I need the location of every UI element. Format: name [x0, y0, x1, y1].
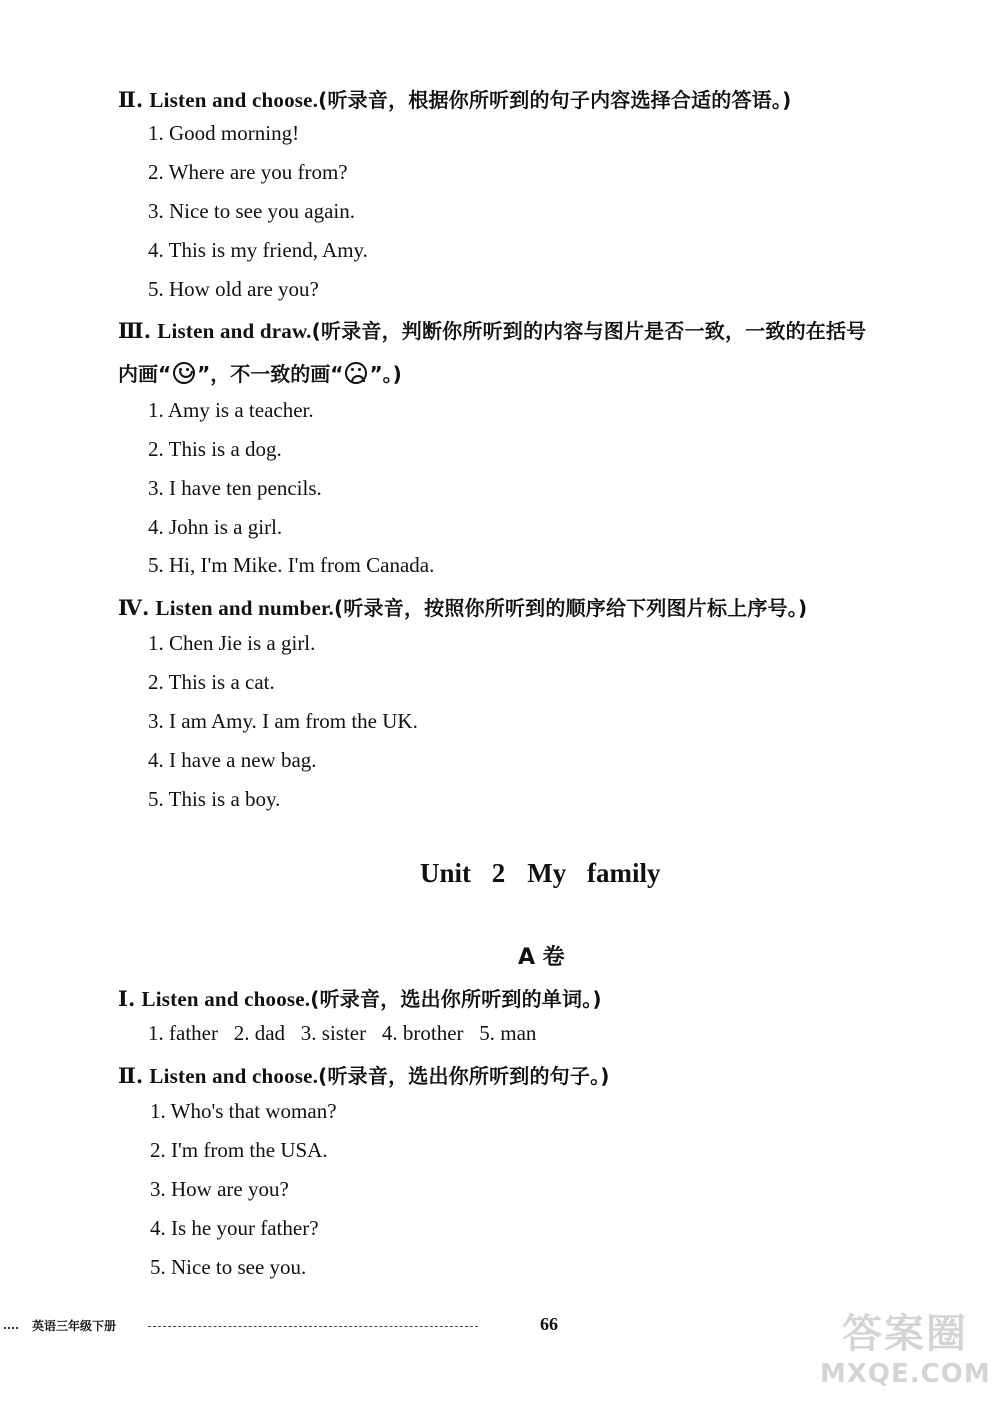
list-item: 3. How are you? [150, 1177, 289, 1201]
unit-title [420, 858, 661, 889]
list-item: 2. I'm from the USA. [150, 1138, 328, 1162]
list-item: 4. I have a new bag. [148, 748, 317, 772]
instruction-text: 内画“ [118, 362, 172, 386]
watermark-url: MXQE.COM [820, 1359, 991, 1389]
section-title-cn: (听录音，选出你所听到的句子。) [318, 1064, 610, 1088]
section-3-heading-line2 [118, 358, 402, 387]
section-title-en: Listen and choose. [141, 987, 311, 1011]
section-title-cn: (听录音，按照你所听到的顺序给下列图片标上序号。) [334, 596, 808, 620]
list-item: 4. Is he your father? [150, 1216, 319, 1240]
section-title-cn: (听录音，根据你所听到的句子内容选择合适的答语。) [318, 88, 792, 112]
watermark-logo [820, 1310, 990, 1400]
section-title-en: Listen and choose. [149, 1064, 319, 1088]
word-list: 1. father 2. dad 3. sister 4. brother 5. man [148, 1021, 537, 1045]
section-number: Ⅱ. [118, 1063, 144, 1088]
list-item: 1. Who's that woman? [150, 1099, 337, 1123]
watermark-text: 答案圈 [842, 1311, 968, 1357]
list-item: 5. Nice to see you. [150, 1255, 307, 1279]
list-item: 2. This is a dog. [148, 437, 282, 461]
section-number: Ⅲ. [118, 318, 152, 343]
instruction-text: ”。) [369, 362, 402, 386]
section-2-heading [118, 84, 791, 113]
unit-section-1-heading [118, 983, 602, 1012]
list-item: 3. I have ten pencils. [148, 476, 322, 500]
footer-divider [148, 1326, 478, 1327]
section-title-en: Listen and number. [155, 596, 335, 620]
unit-section-2-heading [118, 1060, 610, 1089]
unit-number: Unit 2 [420, 858, 506, 888]
page-number: 66 [540, 1314, 558, 1334]
section-number: Ⅱ. [118, 87, 144, 112]
section-4-heading [118, 592, 807, 621]
list-item: 1. Amy is a teacher. [148, 398, 314, 422]
section-3-heading [118, 315, 866, 344]
section-title-cn: (听录音，判断你所听到的内容与图片是否一致，一致的在括号 [311, 319, 867, 343]
smiley-face-icon [173, 362, 195, 384]
list-item: 2. This is a cat. [148, 670, 275, 694]
list-item: 1. Chen Jie is a girl. [148, 631, 316, 655]
list-item: 5. Hi, I'm Mike. I'm from Canada. [148, 553, 435, 577]
section-title-en: Listen and choose. [149, 88, 319, 112]
sad-face-icon [345, 362, 367, 384]
list-item: 4. John is a girl. [148, 515, 283, 539]
section-number: Ⅳ. [118, 595, 150, 620]
section-title-cn: (听录音，选出你所听到的单词。) [310, 987, 602, 1011]
footer-divider [4, 1327, 18, 1329]
section-title-en: Listen and draw. [157, 319, 312, 343]
list-item: 4. This is my friend, Amy. [148, 238, 368, 262]
unit-name: My family [527, 858, 661, 888]
list-item: 3. Nice to see you again. [148, 199, 356, 223]
list-item: 5. This is a boy. [148, 787, 281, 811]
section-number: Ⅰ. [118, 986, 136, 1011]
list-item: 1. Good morning! [148, 121, 300, 145]
list-item: 5. How old are you? [148, 277, 319, 301]
paper-label: A 卷 [518, 945, 565, 970]
instruction-text: ”，不一致的画“ [197, 362, 344, 386]
list-item: 3. I am Amy. I am from the UK. [148, 709, 418, 733]
list-item: 2. Where are you from? [148, 160, 348, 184]
footer-book-title: 英语三年级下册 [32, 1319, 117, 1333]
